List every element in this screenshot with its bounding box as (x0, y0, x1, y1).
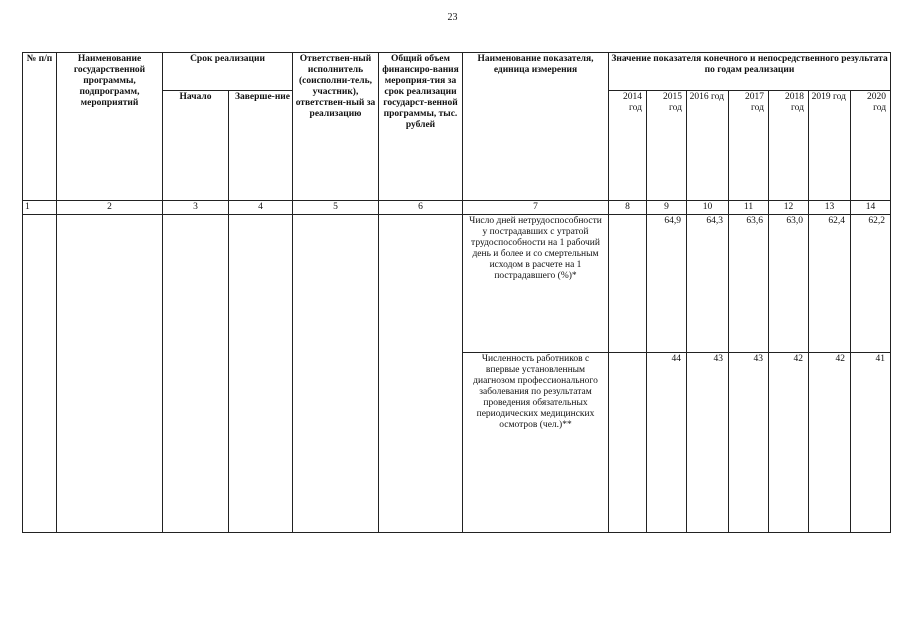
indicator-name: Число дней нетрудоспособности у пострадавших с утратой трудоспособности на 1 рабочий день и более и со смертельным исходом в расчете на 1 пострадавшего (%)* (463, 215, 609, 353)
header-indicator: Наименование показателя, единица измерения (463, 53, 609, 201)
indicator-value: 64,3 (687, 215, 729, 353)
cell-empty (379, 215, 463, 533)
column-number: 13 (809, 201, 851, 215)
cell-empty (293, 215, 379, 533)
header-year: 2017 год (729, 91, 769, 201)
header-values: Значение показателя конечного и непосредственного результата по годам реализации (609, 53, 891, 91)
header-year: 2016 год (687, 91, 729, 201)
column-number: 4 (229, 201, 293, 215)
cell-empty (57, 215, 163, 533)
column-number: 6 (379, 201, 463, 215)
table-row (23, 215, 891, 353)
column-number: 8 (609, 201, 647, 215)
header-responsible: Ответствен-ный исполнитель (соисполни-тель, участник), ответствен-ный за реализацию (293, 53, 379, 201)
indicator-value: 41 (851, 353, 891, 533)
indicator-value (609, 353, 647, 533)
indicator-value: 42 (769, 353, 809, 533)
header-year: 2019 год (809, 91, 851, 201)
page-number: 23 (447, 12, 458, 23)
column-number: 2 (57, 201, 163, 215)
indicator-value (609, 215, 647, 353)
indicator-value: 64,9 (647, 215, 687, 353)
indicator-value: 43 (729, 353, 769, 533)
header-period: Срок реализации (163, 53, 293, 91)
column-number: 12 (769, 201, 809, 215)
header-year: 2014 год (609, 91, 647, 201)
cell-empty (229, 215, 293, 533)
header-no: № п/п (23, 53, 57, 201)
header-name: Наименование государственной программы, подпрограмм, мероприятий (57, 53, 163, 201)
cell-empty (23, 215, 57, 533)
column-number: 11 (729, 201, 769, 215)
header-start: Начало (163, 91, 229, 201)
indicator-value: 44 (647, 353, 687, 533)
column-number: 1 (23, 201, 57, 215)
header-funding: Общий объем финансиро-вания мероприя-тия за срок реализации государст-венной программы, тыс. рублей (379, 53, 463, 201)
header-year: 2018 год (769, 91, 809, 201)
header-row-1 (23, 53, 891, 91)
column-number: 14 (851, 201, 891, 215)
indicator-value: 62,4 (809, 215, 851, 353)
header-year: 2020 год (851, 91, 891, 201)
column-number: 9 (647, 201, 687, 215)
header-year: 2015 год (647, 91, 687, 201)
indicator-value: 63,6 (729, 215, 769, 353)
column-number: 5 (293, 201, 379, 215)
column-number-row (23, 201, 891, 215)
cell-empty (163, 215, 229, 533)
indicator-value: 42 (809, 353, 851, 533)
column-number: 7 (463, 201, 609, 215)
column-number: 10 (687, 201, 729, 215)
column-number: 3 (163, 201, 229, 215)
header-end: Заверше-ние (229, 91, 293, 201)
indicator-name: Численность работников с впервые установленным диагнозом профессионального заболевания по результатам проведения обязательных периодических медицинских осмотров (чел.)** (463, 353, 609, 533)
indicator-value: 43 (687, 353, 729, 533)
program-table (22, 52, 891, 533)
indicator-value: 62,2 (851, 215, 891, 353)
indicator-value: 63,0 (769, 215, 809, 353)
